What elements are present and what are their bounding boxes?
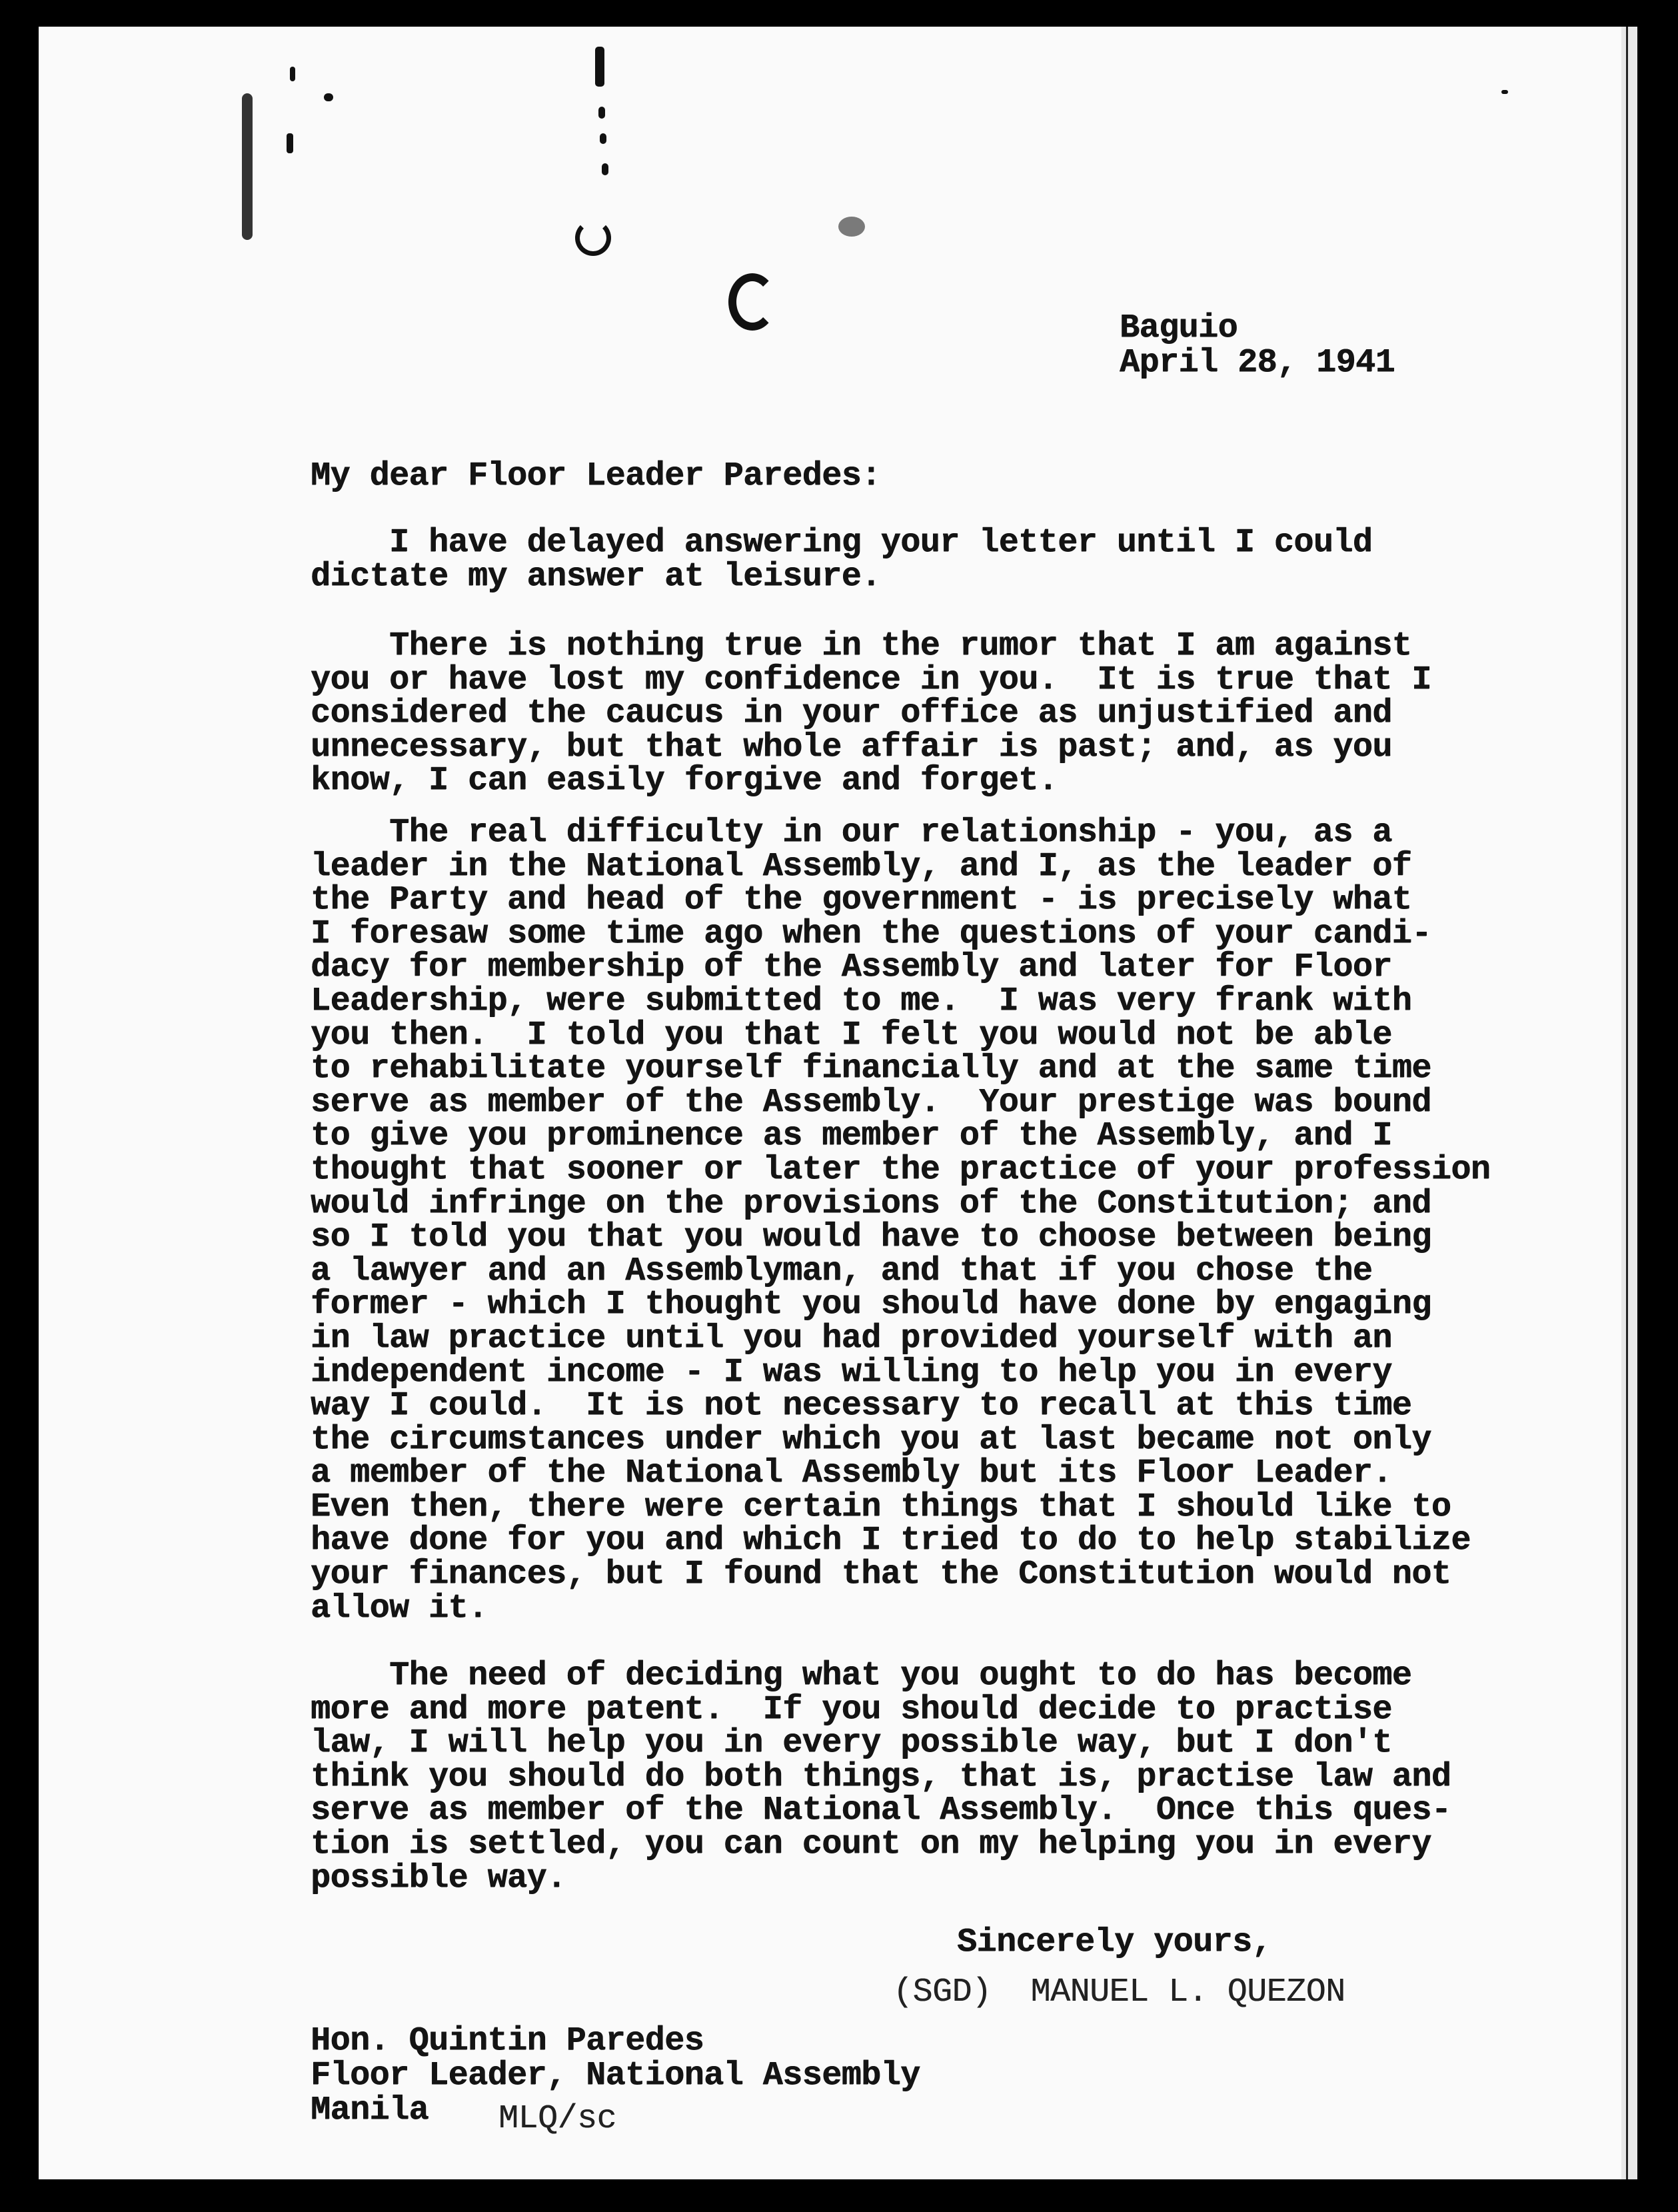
scan-smudge xyxy=(575,220,611,256)
letter-salutation: My dear Floor Leader Paredes: xyxy=(311,457,881,495)
letter-page xyxy=(39,27,1621,2179)
letter-signature: (SGD) MANUEL L. QUEZON xyxy=(893,1973,1345,2011)
letter-closing: Sincerely yours, xyxy=(957,1923,1272,1961)
scan-smudge xyxy=(602,163,608,175)
scan-smudge xyxy=(595,47,604,87)
scan-smudge xyxy=(287,133,293,153)
scan-smudge xyxy=(324,93,333,101)
letter-paragraph: The need of deciding what you ought to do has become more and more patent. If you should decide to practise law, I will help you in every possible way, but I don't think you should do both things, that is, practise law and serve as member of the National Assembly. Once this ques- tion is settled, you can count on my helping you in every possible way. xyxy=(311,1657,1451,1897)
letter-paragraph: I have delayed answering your letter until I could dictate my answer at leisure. xyxy=(311,524,1373,596)
letter-paragraph: There is nothing true in the rumor that I am against you or have lost my confidence in you. It is true that I considered the caucus in your office as unjustified and unnecessary, but that whole affair is past; and, as you know, I can easily forgive and forget. xyxy=(311,627,1431,800)
recipient-name: Hon. Quintin Paredes xyxy=(311,2022,704,2060)
scan-smudge xyxy=(598,107,605,119)
scan-smudge xyxy=(838,217,865,237)
scan-smudge xyxy=(600,133,606,144)
letter-paragraph: The real difficulty in our relationship - you, as a leader in the National Assembly, and I, as the leader of the Party and head of the government - is precisely what I foresaw some time ago when the questions of your candi- dacy for membership of the Assembly and later for Floor Leadership, were submitted to me. I was very frank with you then. I told you that I felt you would not be able to rehabilitate yourself financially and at the same time serve as member of the Assembly. Your prestige was bound to give you prominence as member of the Assembly, and I thought that sooner or later the practice of your profession would infringe on the provisions of the Constitution; and so I told you that you would have to choose between being a lawyer and an Assemblyman, and that if you chose the former - which I thought you should have done by engaging in law practice until you had provided yourself with an independent income - I was willing to help you in every way I could. It is not necessary to recall at this time the circumstances under which you at last became not only a member of the National Assembly but its Floor Leader. Even then, there were certain things that I should like to have done for you and which I tried to do to help stabilize your finances, but I found that the Constitution would not allow it. xyxy=(311,814,1491,1628)
letter-place: Baguio xyxy=(1120,309,1238,347)
scan-smudge xyxy=(1501,90,1508,94)
scan-smudge xyxy=(242,93,253,240)
letter-date: April 28, 1941 xyxy=(1120,344,1395,382)
scan-smudge xyxy=(728,273,776,331)
paper-stack-edge xyxy=(1626,27,1637,2179)
recipient-city: Manila xyxy=(311,2091,429,2129)
recipient-title: Floor Leader, National Assembly xyxy=(311,2057,920,2095)
typist-initials: MLQ/sc xyxy=(498,2100,617,2138)
scan-smudge xyxy=(290,67,295,81)
